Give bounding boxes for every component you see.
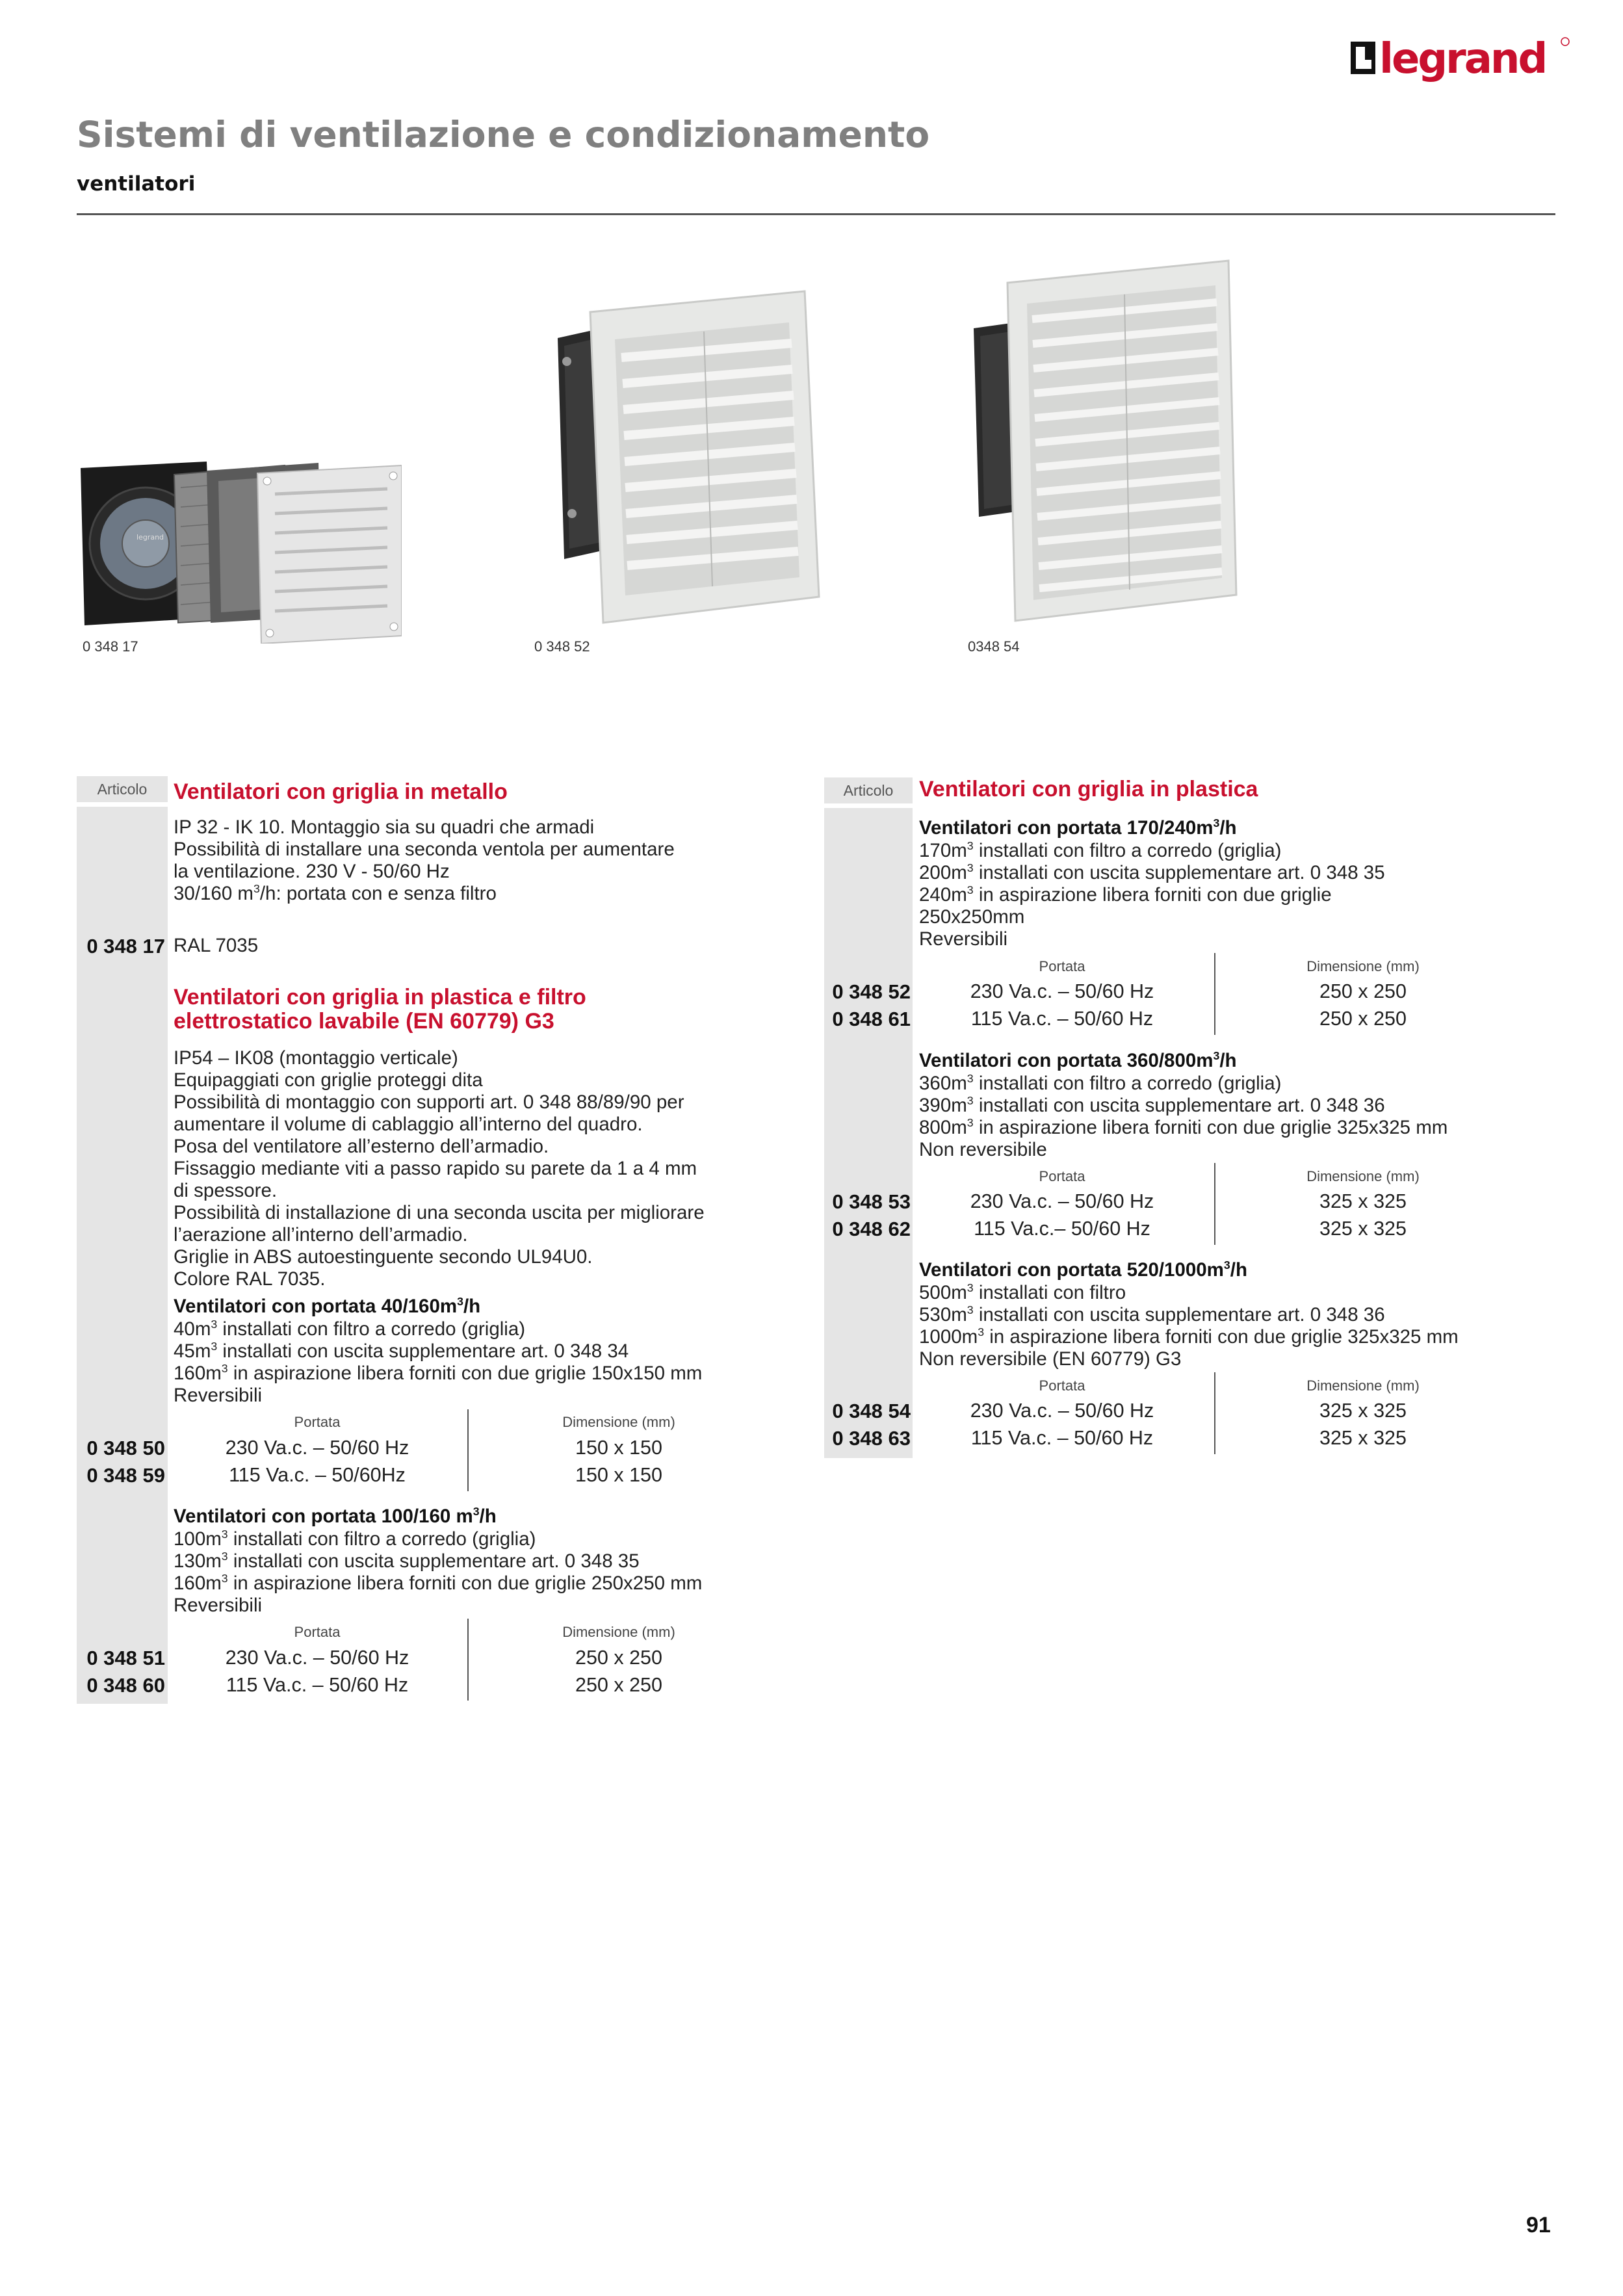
- column-header-dimensione: Dimensione (mm): [562, 1624, 675, 1640]
- section-description: IP 32 - IK 10. Montaggio sia su quadri che armadi Possibilità di installare una seconda ventola per aumentare la ventilazione. 230 V - 50/60 Hz 30/160 $m^3/h$: portata con e senza filtro: [174, 816, 675, 904]
- articolo-header: Articolo: [77, 776, 168, 802]
- group-title: Ventilatori con portata $40/160m^3/h$: [174, 1295, 481, 1317]
- column-header-portata: Portata: [1039, 1168, 1085, 1184]
- article-code: 0 348 17: [86, 935, 165, 958]
- group-title: Ventilatori con portata $520/1000m^3/h$: [919, 1259, 1247, 1281]
- section-title-filtro: Ventilatori con griglia in plastica e filtro elettrostatico lavabile (EN 60779) G3: [174, 985, 586, 1034]
- section-title-plastica: Ventilatori con griglia in plastica: [919, 777, 1258, 802]
- group-title: Ventilatori con portata $170/240m^3/h$: [919, 816, 1237, 839]
- group-description: $500m^3$ installati con filtro $530m^3$ installati con uscita supplementare art. 0 348 36 $1000m^3$ in aspirazione libera forniti con due griglie 325x325 mm Non reversibile (EN 60779) G3: [919, 1281, 1459, 1370]
- page-subtitle: ventilatori: [77, 172, 196, 196]
- group-description: $100m^3$ installati con filtro a corredo (griglia) $130m^3$ installati con uscita supplementare art. 0 348 35 $160m^3$ in aspirazione libera forniti con due griglie 250x250 mm Reversibili: [174, 1528, 703, 1616]
- product-caption: 0 348 52: [534, 638, 590, 655]
- section-description: IP54 – IK08 (montaggio verticale) Equipaggiati con griglie proteggi dita Possibilità di montaggio con supporti art. 0 348 88/89/90 per aumentare il volume di cablaggio all’interno del quadro. Posa del ventilatore all’esterno dell’armadio. Fissaggio mediante viti a passo rapido su parete da 1 a 4 mm di spessore. Possibilità di installazione di una seconda uscita per migliorare l’aerazione all’interno dell’armadio. Griglie in ABS autoestinguente secondo UL94U0. Colore RAL 7035.: [174, 1047, 705, 1290]
- article-description: RAL 7035: [174, 935, 259, 956]
- product-image-034854: [968, 257, 1241, 634]
- table-divider: [467, 1409, 469, 1491]
- articolo-header: Articolo: [824, 777, 913, 803]
- product-caption: 0348 54: [968, 638, 1020, 655]
- table-divider: [1214, 1163, 1215, 1245]
- legrand-logo: [1351, 33, 1572, 91]
- group-title: Ventilatori con portata 100/160 $m^3/h$: [174, 1505, 497, 1527]
- product-image-034852: [538, 286, 837, 624]
- column-header-portata: Portata: [294, 1414, 341, 1430]
- column-header-dimensione: Dimensione (mm): [1306, 958, 1420, 974]
- column-header-dimensione: Dimensione (mm): [1306, 1168, 1420, 1184]
- group-description: $360m^3$ installati con filtro a corredo (griglia) $390m^3$ installati con uscita supplementare art. 0 348 36 $800m^3$ in aspirazione libera forniti con due griglie 325x325 mm Non reversibile: [919, 1072, 1448, 1160]
- column-header-portata: Portata: [294, 1624, 341, 1640]
- section-title-metallo: Ventilatori con griglia in metallo: [174, 779, 508, 804]
- group-description: $170m^3$ installati con filtro a corredo (griglia) $200m^3$ installati con uscita supplementare art. 0 348 35 $240m^3$ in aspirazione libera forniti con due griglie 250x250mm Reversibili: [919, 839, 1385, 950]
- column-header-portata: Portata: [1039, 958, 1085, 974]
- logo-wordmark: legrand: [1379, 35, 1546, 83]
- group-title: Ventilatori con portata $360/800m^3/h$: [919, 1049, 1237, 1071]
- group-description: $40m^3$ installati con filtro a corredo (griglia) $45m^3$ installati con uscita supplementare art. 0 348 34 $160m^3$ in aspirazione libera forniti con due griglie 150x150 mm Reversibili: [174, 1318, 703, 1406]
- header-divider: [77, 213, 1555, 215]
- column-header-dimensione: Dimensione (mm): [562, 1414, 675, 1430]
- column-header-portata: Portata: [1039, 1377, 1085, 1394]
- svg-text:legrand: legrand: [136, 533, 164, 541]
- page-title: Sistemi di ventilazione e condizionamento: [77, 114, 930, 155]
- table-divider: [467, 1619, 469, 1701]
- code-column: [824, 808, 913, 1458]
- page-number: 91: [1526, 2213, 1551, 2237]
- product-caption: 0 348 17: [83, 638, 138, 655]
- table-divider: [1214, 1372, 1215, 1454]
- column-header-dimensione: Dimensione (mm): [1306, 1377, 1420, 1394]
- table-divider: [1214, 953, 1215, 1035]
- product-image-034817: [77, 449, 402, 644]
